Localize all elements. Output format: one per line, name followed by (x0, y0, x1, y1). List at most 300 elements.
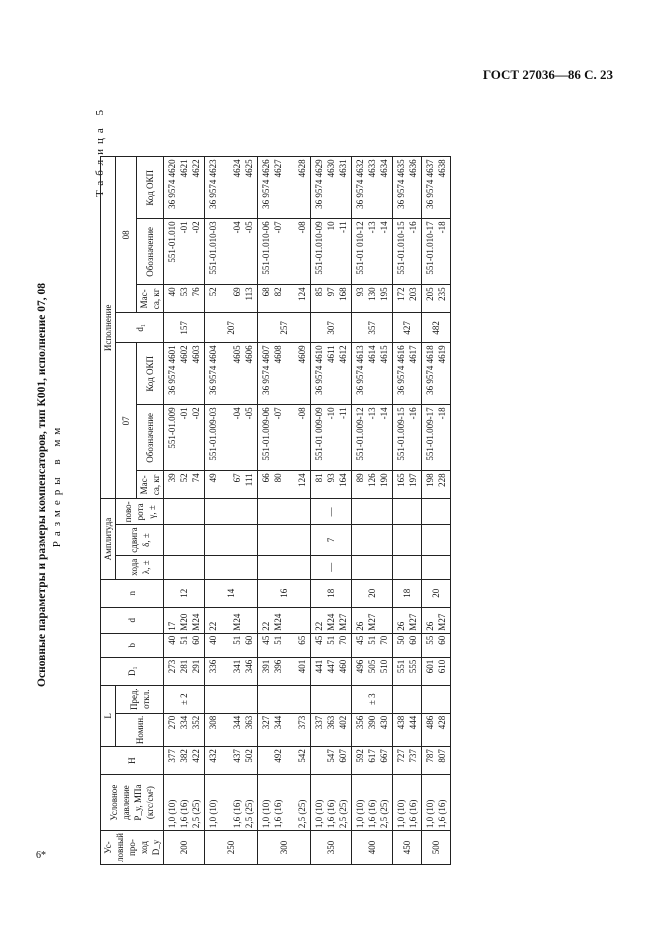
cell-m07 (393, 471, 422, 499)
cell-line (219, 777, 231, 828)
cell-line: 70 (379, 635, 389, 645)
cell-line: 551-01.010-03 (208, 221, 218, 275)
cell-line: -10 (326, 407, 336, 420)
cell-line: 601 (425, 659, 435, 674)
col-h: H (101, 747, 164, 775)
cell-amp-c (164, 499, 205, 525)
cell-dy: 300 (258, 831, 311, 865)
cell-h (311, 747, 352, 775)
cell-d1 (422, 657, 451, 685)
cell-k08 (205, 157, 258, 219)
col-mass-07: Мас-са, кг (137, 471, 164, 499)
cell-line: 1,6 (16) (273, 799, 283, 829)
cell-line (219, 473, 231, 496)
cell-line: 402 (338, 715, 348, 730)
cell-o08 (393, 219, 422, 285)
cell-k07 (422, 343, 451, 405)
col-mass-08: Мас-са, кг (137, 285, 164, 313)
cell-line: 4624 (232, 159, 242, 178)
table-row (352, 157, 393, 865)
cell-line: 1,6 (16) (408, 799, 418, 829)
cell-line: 36 9574 4626 (261, 159, 271, 209)
cell-d1 (352, 657, 393, 685)
cell-line (284, 407, 296, 468)
cell-line: 334 (179, 715, 189, 730)
cell-line: 4633 (367, 159, 377, 178)
cell-l (422, 713, 451, 746)
cell-line: 308 (208, 715, 218, 730)
cell-line: 205 (425, 287, 435, 301)
rotated-table-area (36, 105, 660, 865)
cell-o08 (422, 219, 451, 285)
cell-line: 36 9574 4629 (314, 159, 324, 209)
cell-o08 (258, 219, 311, 285)
cell-line: 281 (179, 659, 189, 674)
cell-m07 (422, 471, 451, 499)
cell-l (311, 713, 352, 746)
col-desig-08: Обозначение (137, 219, 164, 285)
cell-amp-b (258, 525, 311, 555)
cell-line: 441 (314, 659, 324, 674)
cell-line: 235 (437, 287, 447, 301)
cell-line (219, 660, 231, 683)
cell-line: 496 (355, 659, 365, 674)
cell-amp-b (205, 525, 258, 555)
cell-pressure (352, 775, 393, 831)
cell-line: 4612 (338, 345, 348, 364)
cell-amp-a (164, 555, 205, 579)
cell-line (284, 287, 296, 310)
cell-line: M20 (179, 613, 189, 631)
cell-amp-a (205, 555, 258, 579)
cell-line: 432 (208, 749, 218, 763)
col-amp-shift: сдвига δ, ± (116, 525, 164, 555)
cell-amp-c: — (311, 499, 352, 525)
cell-line (219, 610, 231, 631)
cell-line (284, 221, 296, 282)
cell-line: 4621 (179, 159, 189, 178)
cell-line: -05 (244, 407, 254, 420)
cell-line: -18 (437, 407, 447, 420)
cell-line: 2,5 (25) (244, 799, 254, 829)
cell-d1: 427 (393, 313, 422, 343)
cell-line: 542 (297, 749, 307, 763)
page-header: ГОСТ 27036—86 С. 23 (482, 67, 613, 82)
cell-line: 460 (338, 659, 348, 674)
cell-d1: 257 (258, 313, 311, 343)
cell-h (258, 747, 311, 775)
cell-line: 401 (297, 659, 307, 674)
page-mark: 6* (36, 850, 46, 861)
cell-line: 438 (396, 715, 406, 730)
cell-line: 337 (314, 715, 324, 730)
cell-dy: 250 (205, 831, 258, 865)
cell-amp-a (352, 555, 393, 579)
cell-line: 26 (355, 621, 365, 631)
cell-line: M24 (273, 613, 283, 631)
cell-line (219, 287, 231, 310)
cell-m07 (205, 471, 258, 499)
cell-line: 1,0 (10) (167, 799, 177, 829)
cell-line: 4615 (379, 345, 389, 364)
cell-line: 346 (244, 659, 254, 674)
cell-l (164, 713, 205, 746)
cell-n: 12 (164, 579, 205, 607)
cell-l (352, 713, 393, 746)
cell-line: 373 (297, 715, 307, 730)
cell-line: 617 (367, 749, 377, 763)
cell-pressure (311, 775, 352, 831)
cell-amp-b (164, 525, 205, 555)
cell-line (313, 749, 325, 772)
cell-amp-c (205, 499, 258, 525)
col-amplitude: Амплитуда (101, 499, 116, 579)
cell-line: 26 (425, 621, 435, 631)
cell-line: 592 (355, 749, 365, 763)
cell-line: 4611 (326, 345, 336, 364)
cell-line: 113 (244, 287, 254, 301)
cell-b (311, 633, 352, 657)
cell-line: 551-01 010-12 (355, 221, 365, 275)
cell-line: 551-01.009-17 (425, 407, 435, 461)
cell-line: 51 (273, 635, 283, 645)
cell-line: 4631 (338, 159, 348, 178)
cell-line: M27 (437, 613, 447, 631)
cell-k08 (164, 157, 205, 219)
cell-o08 (352, 219, 393, 285)
cell-line (284, 159, 296, 216)
cell-line (284, 636, 296, 655)
table-body (164, 157, 451, 865)
cell-line: 390 (367, 715, 377, 730)
cell-line: -14 (379, 407, 389, 420)
cell-line: 502 (244, 749, 254, 763)
cell-line (284, 777, 296, 828)
cell-tol (422, 685, 451, 713)
cell-line: 363 (326, 715, 336, 730)
cell-k07 (311, 343, 352, 405)
cell-line: -16 (408, 407, 418, 420)
cell-pressure (164, 775, 205, 831)
cell-line: 737 (408, 749, 418, 763)
cell-line: 551-01.009-12 (355, 407, 365, 461)
cell-amp-b (422, 525, 451, 555)
cell-o08 (205, 219, 258, 285)
cell-line: 2,5 (25) (338, 799, 348, 829)
cell-line: -13 (367, 221, 377, 234)
cell-line: 76 (191, 287, 201, 297)
cell-line: 111 (244, 473, 254, 487)
cell-line: 60 (408, 635, 418, 645)
cell-line: 291 (191, 659, 201, 674)
cell-line: 428 (437, 715, 447, 730)
cell-line: M24 (232, 613, 242, 631)
cell-line: 667 (379, 749, 389, 763)
cell-line: 70 (338, 635, 348, 645)
cell-line: 45 (314, 635, 324, 645)
cell-line: 2,5 (25) (379, 799, 389, 829)
cell-line: 50 (396, 635, 406, 645)
cell-line: 551-01.010-15 (396, 221, 406, 275)
cell-o08 (164, 219, 205, 285)
cell-n: 18 (393, 579, 422, 607)
cell-line: 36 9574 4610 (314, 345, 324, 395)
cell-line: 551 (396, 659, 406, 674)
cell-d (422, 607, 451, 633)
cell-line: 555 (408, 659, 418, 674)
cell-h (352, 747, 393, 775)
cell-line: 69 (232, 287, 242, 297)
col-l-nom: Номин. (116, 713, 164, 746)
cell-h (422, 747, 451, 775)
cell-line: 510 (379, 659, 389, 674)
cell-line: 2,5 (25) (297, 799, 307, 829)
cell-b (422, 633, 451, 657)
cell-o07 (393, 405, 422, 471)
cell-amp-c (352, 499, 393, 525)
cell-line: 49 (208, 473, 218, 483)
cell-line: 52 (208, 287, 218, 297)
cell-line: -02 (191, 407, 201, 420)
cell-line: 36 9574 4604 (208, 345, 218, 395)
cell-line: 195 (379, 287, 389, 301)
cell-line: 4617 (408, 345, 418, 364)
cell-line: 447 (326, 659, 336, 674)
cell-d1 (311, 657, 352, 685)
cell-line: 85 (314, 287, 324, 297)
cell-line: 4619 (437, 345, 447, 364)
cell-line: 356 (355, 715, 365, 730)
cell-amp-b (393, 525, 422, 555)
cell-m08 (205, 285, 258, 313)
cell-line: 22 (314, 621, 324, 631)
cell-line: 4602 (179, 345, 189, 364)
cell-b (205, 633, 258, 657)
cell-line: 74 (191, 473, 201, 483)
col-d1: D₁ (101, 657, 164, 685)
cell-line: 344 (273, 715, 283, 730)
cell-line (284, 345, 296, 402)
cell-amp-a (258, 555, 311, 579)
cell-line: 352 (191, 715, 201, 730)
cell-k08 (258, 157, 311, 219)
cell-line: M24 (326, 613, 336, 631)
cell-m08 (258, 285, 311, 313)
table-row (311, 157, 352, 865)
cell-line: 1,6 (16) (179, 799, 189, 829)
cell-line: 1,0 (10) (425, 799, 435, 829)
cell-d (311, 607, 352, 633)
cell-line (219, 636, 231, 655)
cell-dy: 350 (311, 831, 352, 865)
cell-line: 270 (167, 715, 177, 730)
cell-amp-a (422, 555, 451, 579)
cell-line: 80 (273, 473, 283, 483)
cell-line: 430 (379, 715, 389, 730)
cell-o07 (205, 405, 258, 471)
cell-line: 168 (338, 287, 348, 301)
col-okp-08: Код ОКП (137, 157, 164, 219)
cell-line: 727 (396, 749, 406, 763)
cell-line (243, 610, 255, 631)
cell-dy: 450 (393, 831, 422, 865)
cell-line (284, 660, 296, 683)
cell-amp-a: — (311, 555, 352, 579)
cell-m08 (422, 285, 451, 313)
cell-tol (393, 685, 422, 713)
table-row (393, 157, 422, 865)
cell-line: 341 (232, 659, 242, 674)
cell-line: -04 (232, 407, 242, 420)
col-okp-07: Код ОКП (137, 343, 164, 405)
col-pressure: Условное давление P_у, МПа (кгс/см²) (101, 775, 164, 831)
cell-pressure (422, 775, 451, 831)
cell-line: 67 (232, 473, 242, 483)
cell-m08 (352, 285, 393, 313)
cell-line: 36 9574 4601 (167, 345, 177, 395)
cell-line: 228 (437, 473, 447, 487)
cell-line: 197 (408, 473, 418, 487)
cell-k07 (393, 343, 422, 405)
cell-m07 (352, 471, 393, 499)
cell-line: 2,5 (25) (191, 799, 201, 829)
cell-b (393, 633, 422, 657)
cell-d1 (258, 657, 311, 685)
cell-tol (258, 685, 311, 713)
cell-line: 126 (367, 473, 377, 487)
cell-line: 60 (244, 635, 254, 645)
cell-line: 203 (408, 287, 418, 301)
cell-m07 (164, 471, 205, 499)
cell-line: 382 (179, 749, 189, 763)
cell-line: 124 (297, 473, 307, 487)
cell-k08 (311, 157, 352, 219)
cell-line: 787 (425, 749, 435, 763)
table-row (164, 157, 205, 865)
cell-line: 40 (167, 287, 177, 297)
table-title: Основные параметры и размеры компенсаторов, тип К001, исполнение 07, 08 (36, 283, 48, 687)
cell-line: -18 (437, 221, 447, 234)
cell-line: 551-01.009-15 (396, 407, 406, 461)
col-e07: 07 (116, 343, 137, 499)
col-small-d1: d₁ (116, 313, 164, 343)
cell-d1: 207 (205, 313, 258, 343)
cell-n: 18 (311, 579, 352, 607)
cell-line: 45 (261, 635, 271, 645)
cell-o07 (258, 405, 311, 471)
cell-line: 36 9574 4616 (396, 345, 406, 395)
cell-d1 (164, 657, 205, 685)
cell-line: 344 (232, 715, 242, 730)
cell-h (393, 747, 422, 775)
table-number: Таблица 5 (94, 105, 106, 198)
cell-line: 36 9574 4613 (355, 345, 365, 395)
cell-line: 130 (367, 287, 377, 301)
cell-tol (205, 685, 258, 713)
cell-line: 4614 (367, 345, 377, 364)
cell-line: 22 (208, 621, 218, 631)
cell-o07 (422, 405, 451, 471)
col-n: n (101, 579, 164, 607)
cell-m07 (258, 471, 311, 499)
cell-b (258, 633, 311, 657)
cell-d (164, 607, 205, 633)
cell-line: 51 (367, 635, 377, 645)
cell-tol: ± 2 (164, 685, 205, 713)
cell-l (393, 713, 422, 746)
cell-line: -08 (297, 221, 307, 234)
cell-line: 22 (261, 621, 271, 631)
cell-o07 (164, 405, 205, 471)
cell-line: 55 (425, 635, 435, 645)
cell-n: 14 (205, 579, 258, 607)
cell-line: 165 (396, 473, 406, 487)
cell-h (164, 747, 205, 775)
cell-line: 551-01.010-06 (261, 221, 271, 275)
cell-line: 607 (338, 749, 348, 763)
cell-line: 377 (167, 749, 177, 763)
cell-line: -11 (338, 407, 348, 420)
col-l: L (101, 685, 116, 746)
cell-line: 4638 (437, 159, 447, 178)
cell-line: 1,0 (10) (261, 799, 271, 829)
cell-line: 10 (326, 221, 336, 231)
cell-line: -01 (179, 407, 189, 420)
cell-amp-b (352, 525, 393, 555)
cell-line: 610 (437, 659, 447, 674)
col-desig-07: Обозначение (137, 405, 164, 471)
cell-b (352, 633, 393, 657)
parameters-table (100, 156, 451, 865)
cell-line: 40 (208, 635, 218, 645)
cell-line: 65 (297, 635, 307, 645)
cell-line: 551-01.010-17 (425, 221, 435, 275)
cell-line: 4634 (379, 159, 389, 178)
cell-line: 422 (191, 749, 201, 763)
cell-line: 391 (261, 659, 271, 674)
cell-amp-c (422, 499, 451, 525)
cell-line: 51 (179, 635, 189, 645)
cell-k08 (422, 157, 451, 219)
cell-line: 396 (273, 659, 283, 674)
cell-m07 (311, 471, 352, 499)
cell-k07 (205, 343, 258, 405)
cell-line: 198 (425, 473, 435, 487)
cell-l (205, 713, 258, 746)
cell-line: 36 9574 4632 (355, 159, 365, 209)
cell-line: -02 (191, 221, 201, 234)
col-e08: 08 (116, 157, 137, 313)
cell-o07 (352, 405, 393, 471)
cell-k07 (258, 343, 311, 405)
cell-line: 486 (425, 715, 435, 730)
cell-line: -07 (273, 407, 283, 420)
cell-d (205, 607, 258, 633)
cell-line: 45 (355, 635, 365, 645)
cell-d (352, 607, 393, 633)
cell-line: 36 9574 4623 (208, 159, 218, 209)
cell-line: 36 9574 4620 (167, 159, 177, 209)
cell-line: 1,0 (10) (314, 799, 324, 829)
cell-k07 (164, 343, 205, 405)
cell-line: 1,0 (10) (396, 799, 406, 829)
cell-pressure (205, 775, 258, 831)
cell-amp-c (258, 499, 311, 525)
cell-line: 82 (273, 287, 283, 297)
cell-line: M27 (338, 613, 348, 631)
cell-line (296, 610, 308, 631)
cell-line: 4622 (191, 159, 201, 178)
